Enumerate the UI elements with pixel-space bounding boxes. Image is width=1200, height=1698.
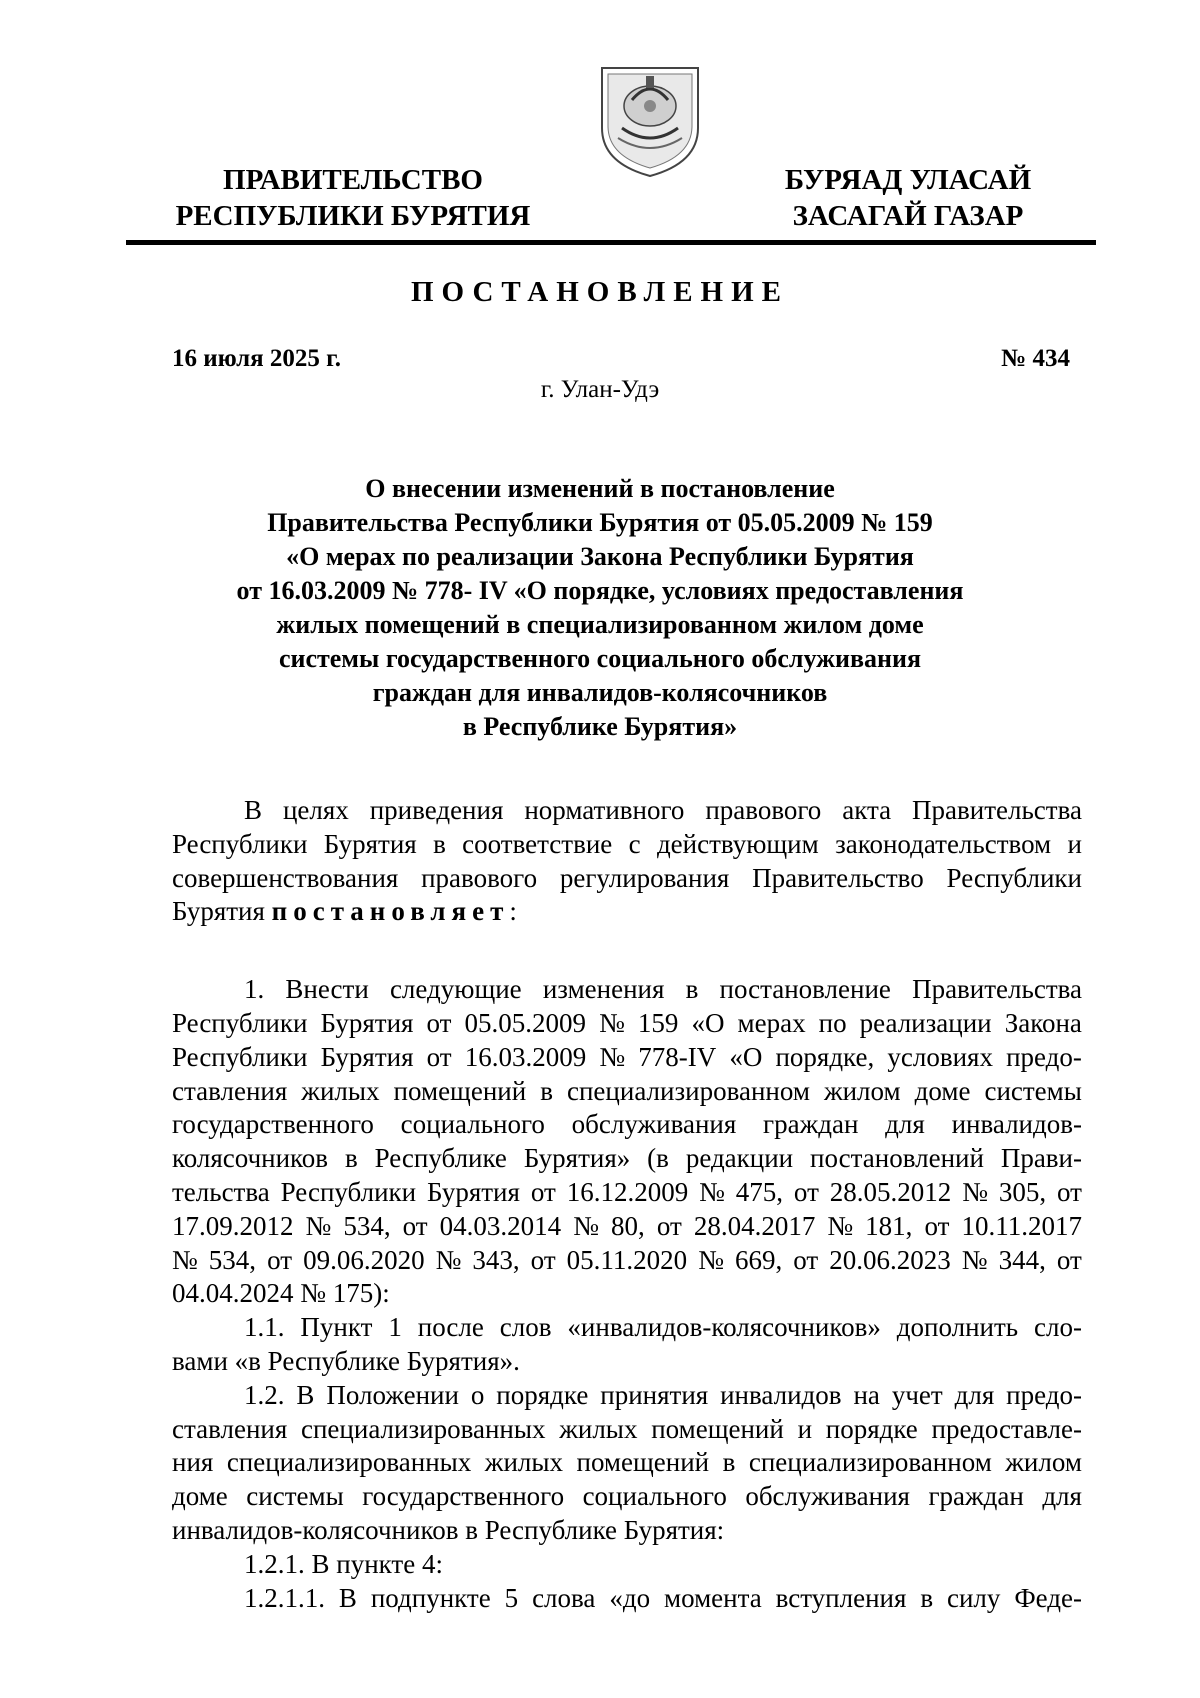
body-line	[172, 862, 1082, 896]
word: от	[924, 1210, 950, 1241]
word: жилых	[301, 1075, 380, 1106]
word: редакции	[685, 1143, 794, 1174]
word: Правительства	[912, 974, 1082, 1005]
item-1-paragraph	[172, 973, 1082, 1311]
item-1-2-1-paragraph: 1.2.1. В пункте 4:	[244, 1548, 443, 1579]
word: в	[920, 1582, 934, 1613]
word: следующие	[389, 974, 522, 1005]
word: 28.05.2012	[829, 1176, 952, 1207]
word: №	[962, 1176, 988, 1207]
government-name-line: ПРАВИТЕЛЬСТВО	[223, 164, 483, 196]
document-date: 16 июля 2025 г.	[172, 345, 341, 372]
word: системы	[984, 1075, 1082, 1106]
word: Закона	[1004, 1007, 1082, 1038]
word: №	[172, 1244, 198, 1275]
word: 09.06.2020	[303, 1244, 425, 1275]
body-line: 04.04.2024 № 175):	[172, 1278, 390, 1309]
body-line	[172, 1446, 1082, 1480]
word: 5	[504, 1582, 519, 1613]
word: нормативного	[524, 795, 685, 825]
word: социального	[400, 1109, 545, 1140]
body-line	[172, 1480, 1082, 1514]
word: подпункте	[370, 1582, 491, 1613]
preamble-last-prefix: Бурятия	[172, 896, 272, 927]
word: регулирования	[559, 862, 730, 893]
word: от	[267, 1244, 293, 1275]
word: порядке,	[775, 1041, 875, 1072]
word: 1.2.1.1.	[244, 1582, 325, 1613]
body-line	[172, 973, 1082, 1007]
body-line	[172, 1413, 1082, 1447]
word: тельства	[172, 1176, 270, 1207]
word: Бурятия	[427, 1176, 520, 1207]
word: о	[470, 1379, 485, 1410]
word: сло-	[1034, 1312, 1082, 1343]
word: Республики	[280, 1176, 417, 1207]
word: 1.	[244, 974, 265, 1005]
word: помещений	[651, 1413, 784, 1444]
word: государственного	[172, 1109, 374, 1140]
word: дополнить	[896, 1312, 1019, 1343]
title-line: «О мерах по реализации Закона Республики Бурятия	[286, 542, 914, 571]
preamble-paragraph	[172, 794, 1082, 929]
word: В	[338, 1582, 357, 1613]
word: социального	[582, 1481, 727, 1512]
word: на	[853, 1379, 880, 1410]
word: ния	[172, 1447, 214, 1478]
word: жилых	[559, 1413, 638, 1444]
word: изменения	[542, 974, 665, 1005]
word: 534,	[208, 1244, 257, 1275]
body-line	[172, 794, 1082, 828]
word: соответствие	[462, 828, 613, 859]
word: Республики	[172, 1007, 308, 1038]
title-line: О внесении изменений в постановление	[365, 474, 835, 503]
word: предо-	[1006, 1379, 1082, 1410]
body-line	[172, 895, 1082, 929]
word: по	[818, 1007, 847, 1038]
buryatia-coat-of-arms-icon	[592, 58, 708, 180]
word: и	[1067, 828, 1082, 859]
title-line: от 16.03.2009 № 778- IV «О порядке, условиях предоставления	[236, 576, 964, 605]
body-line	[172, 828, 1082, 862]
body-line	[172, 1311, 1082, 1345]
word: 343,	[472, 1244, 520, 1275]
word: Республики	[172, 1041, 308, 1072]
word: реализации	[859, 1007, 992, 1038]
word: №	[305, 1210, 332, 1241]
word: от	[530, 1244, 556, 1275]
word: №	[573, 1210, 599, 1241]
word: 344,	[998, 1244, 1046, 1275]
word: Правительства	[912, 795, 1082, 825]
word: «до	[609, 1582, 651, 1613]
word: 778-IV	[638, 1041, 717, 1072]
word: и	[797, 1413, 813, 1444]
word: специализированных	[301, 1413, 546, 1444]
word: постановление	[719, 974, 891, 1005]
word: от	[1056, 1244, 1082, 1275]
word: 17.09.2012	[172, 1210, 294, 1241]
word: в	[344, 1143, 358, 1174]
word: 1.1.	[244, 1312, 285, 1343]
word: в	[540, 1075, 553, 1106]
body-line	[172, 1176, 1082, 1210]
word: от	[1057, 1176, 1082, 1207]
word: в	[722, 1447, 736, 1478]
word: 16.12.2009	[566, 1176, 689, 1207]
word: 475,	[735, 1176, 784, 1207]
preamble-last-suffix: :	[509, 896, 517, 927]
body-line	[172, 1244, 1082, 1278]
word: действующим	[656, 828, 819, 859]
word: Положении	[326, 1379, 459, 1410]
word: приведения	[369, 795, 504, 825]
word: №	[961, 1244, 988, 1275]
word: от	[426, 1007, 452, 1038]
word: «О	[729, 1041, 763, 1072]
word: (в	[647, 1143, 669, 1174]
government-name-russian	[168, 162, 538, 234]
word: Республике	[374, 1143, 507, 1174]
word: 04.03.2014	[439, 1210, 562, 1241]
body-line	[172, 1379, 1082, 1413]
word: от	[402, 1210, 428, 1241]
body-line	[172, 1075, 1082, 1109]
word: в	[685, 974, 699, 1005]
document-body	[172, 794, 1082, 1615]
word: законодательством	[835, 828, 1052, 859]
word: жилых	[484, 1447, 564, 1478]
word: принятия	[600, 1379, 709, 1410]
word: слов	[499, 1312, 552, 1343]
word: вступления	[775, 1582, 907, 1613]
word: 80,	[611, 1210, 645, 1241]
word: 305,	[998, 1176, 1047, 1207]
word: жилом	[823, 1075, 901, 1106]
word: 05.05.2009	[464, 1007, 587, 1038]
word: инвалидов-	[951, 1109, 1082, 1140]
word: 181,	[865, 1210, 913, 1241]
word: с	[628, 828, 641, 859]
word: силу	[946, 1582, 1001, 1613]
word: от	[656, 1210, 682, 1241]
word: Бурятия	[320, 1007, 414, 1038]
word: доме	[914, 1075, 971, 1106]
word: для	[885, 1109, 925, 1140]
word: порядке	[496, 1379, 589, 1410]
word: доме	[172, 1481, 228, 1512]
word: 20.06.2023	[829, 1244, 951, 1275]
word: 534,	[343, 1210, 391, 1241]
word: граждан	[928, 1481, 1024, 1512]
word: №	[435, 1244, 462, 1275]
item-1-2-paragraph	[172, 1379, 1082, 1548]
word: Бурятия	[323, 828, 417, 859]
word: слова	[532, 1582, 596, 1613]
word: специализированных	[226, 1447, 472, 1478]
word: помещений	[393, 1075, 527, 1106]
decision-word: постановляет	[271, 896, 510, 927]
word: для	[1042, 1481, 1082, 1512]
word: порядке	[825, 1413, 918, 1444]
word: от	[793, 1244, 819, 1275]
title-line: жилых помещений в специализированном жилом доме	[276, 610, 924, 639]
body-line	[172, 1041, 1082, 1075]
word: правового	[705, 795, 822, 825]
word: помещений	[576, 1447, 710, 1478]
word: жилом	[1005, 1447, 1082, 1478]
word: для	[954, 1379, 995, 1410]
word: от	[793, 1176, 819, 1207]
word: правового	[421, 862, 538, 893]
word: №	[698, 1244, 724, 1275]
word: Пункт	[300, 1312, 373, 1343]
word: специализированном	[567, 1075, 810, 1106]
title-line: системы государственного социального обслуживания	[278, 644, 922, 673]
word: специализированном	[748, 1447, 992, 1478]
header-divider	[126, 240, 1096, 245]
word: В	[244, 795, 263, 825]
word: 16.03.2009	[464, 1041, 587, 1072]
body-line	[172, 1210, 1082, 1244]
government-name-line: БУРЯАД УЛАСАЙ	[784, 164, 1032, 196]
word: от	[530, 1176, 556, 1207]
government-name-line: РЕСПУБЛИКИ БУРЯТИЯ	[175, 200, 531, 232]
word: колясочников	[172, 1143, 329, 1174]
word: 1.2.	[244, 1379, 285, 1410]
body-line: вами «в Республике Бурятия».	[172, 1345, 520, 1376]
word: №	[599, 1041, 626, 1072]
word: после	[417, 1312, 484, 1343]
word: В	[296, 1379, 315, 1410]
word: №	[699, 1176, 725, 1207]
word: ставления	[172, 1075, 288, 1106]
word: граждан	[763, 1109, 859, 1140]
word: 05.11.2020	[566, 1244, 688, 1275]
word: Бурятия»	[523, 1143, 631, 1174]
word: в	[433, 828, 446, 859]
title-line: в Республике Бурятия»	[462, 712, 738, 741]
body-line: инвалидов-колясочников в Республике Бурятия:	[172, 1514, 725, 1545]
word: 28.04.2017	[693, 1210, 816, 1241]
word: Республики	[172, 828, 308, 859]
item-1-1-paragraph	[172, 1311, 1082, 1379]
word: момента	[664, 1582, 762, 1613]
word: Прави-	[1000, 1143, 1082, 1174]
word: условиях	[887, 1041, 993, 1072]
document-city: г. Улан-Удэ	[540, 376, 660, 403]
word: 669,	[734, 1244, 783, 1275]
word: целях	[282, 795, 349, 825]
word: «О	[691, 1007, 725, 1038]
word: 10.11.2017	[961, 1210, 1082, 1241]
document-number: № 434	[1001, 345, 1070, 372]
word: №	[827, 1210, 854, 1241]
word: №	[599, 1007, 625, 1038]
word: совершенствования	[172, 862, 399, 893]
word: мерах	[737, 1007, 806, 1038]
item-1-2-1-1-paragraph	[172, 1582, 1082, 1616]
title-line: Правительства Республики Бурятия от 05.05.2009 № 159	[267, 508, 933, 537]
word: Феде-	[1014, 1582, 1082, 1613]
body-line	[172, 1142, 1082, 1176]
body-line	[172, 1108, 1082, 1142]
word: Правительство	[752, 862, 924, 893]
title-line: граждан для инвалидов-колясочников	[372, 678, 828, 707]
word: инвалидов	[720, 1379, 842, 1410]
word: системы	[246, 1481, 344, 1512]
word: обслуживания	[571, 1109, 737, 1140]
word: обслуживания	[745, 1481, 910, 1512]
body-line	[172, 1007, 1082, 1041]
word: 159	[637, 1007, 679, 1038]
word: ставления	[172, 1413, 288, 1444]
government-name-line: ЗАСАГАЙ ГАЗАР	[792, 200, 1024, 232]
document-type: ПОСТАНОВЛЕНИЕ	[410, 276, 789, 308]
word: акта	[842, 795, 892, 825]
word: от	[426, 1041, 452, 1072]
word: Республики	[946, 862, 1082, 893]
government-name-buryat	[748, 162, 1068, 234]
word: государственного	[362, 1481, 565, 1512]
word: предоставле-	[931, 1413, 1082, 1444]
word: предо-	[1006, 1041, 1082, 1072]
word: постановлений	[810, 1143, 984, 1174]
word: «инвалидов-колясочников»	[567, 1312, 881, 1343]
word: учет	[891, 1379, 943, 1410]
word: 1	[388, 1312, 402, 1343]
word: Внести	[285, 974, 369, 1005]
word: Бурятия	[320, 1041, 414, 1072]
document-title	[150, 472, 1050, 744]
